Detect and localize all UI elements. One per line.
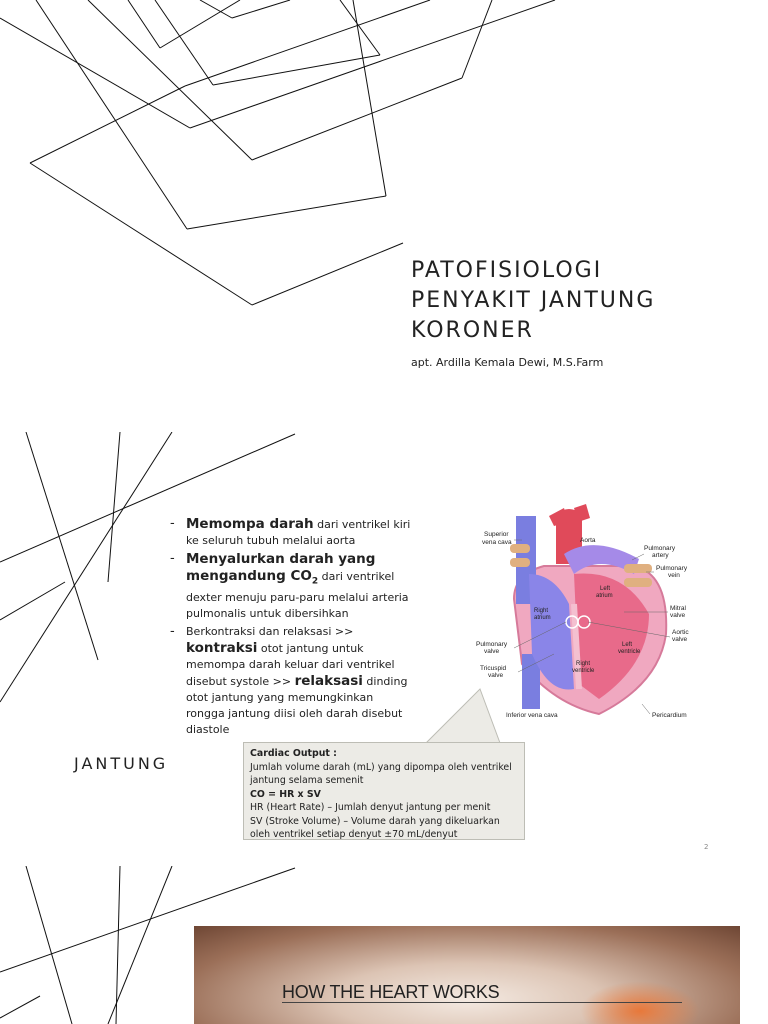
list-item [170, 551, 415, 622]
callout-hr: HR (Heart Rate) – Jumlah denyut jantung per menit [250, 802, 491, 813]
right-ventricle-label: Right [576, 661, 591, 667]
mitral-valve-label: Mitral [670, 605, 686, 612]
callout-definition: Jumlah volume darah (mL) yang dipompa oleh ventrikel jantung selama semenit [250, 761, 512, 786]
title-line-1: PATOFISIOLOGI [411, 258, 603, 283]
title-underline [282, 1002, 682, 1003]
callout-title [250, 747, 518, 761]
pulmonary-vein-label: Pulmonary [656, 565, 688, 572]
subscript: 2 [311, 576, 319, 587]
callout-formula [250, 788, 518, 802]
bullet-bold-text: Menyalurkan darah yang mengandung CO [186, 551, 376, 584]
bullet-bold-text: kontraksi [186, 639, 258, 656]
decorative-lines [0, 0, 768, 420]
right-atrium-label-2: atrium [534, 615, 551, 621]
list-item [170, 516, 415, 549]
superior-vena-cava-label-2: vena cava [482, 539, 512, 546]
bullet-bold-text: relaksasi [294, 672, 363, 689]
left-atrium-label-2: atrium [596, 593, 613, 599]
pulmonary-valve-label: Pulmonary [476, 641, 508, 648]
pulmonary-artery-label-2: artery [652, 552, 669, 559]
title-slide [0, 0, 768, 420]
left-ventricle-label: Left [622, 642, 633, 648]
tricuspid-valve-label: Tricuspid [480, 665, 507, 672]
callout-pointer [420, 687, 510, 745]
cardiac-output-callout [243, 742, 525, 840]
callout-title-text: Cardiac Output : [250, 748, 337, 759]
bullet-text: dari ventrikel dexter menuju paru-paru melalui arteria pulmonalis untuk dibersihkan [186, 570, 409, 620]
title-line-2: PENYAKIT JANTUNG [411, 288, 656, 313]
jantung-slide [0, 432, 768, 857]
bullet-bold-text: Memompa darah [186, 516, 314, 532]
callout-sv: SV (Stroke Volume) – Volume darah yang dikeluarkan oleh ventrikel setiap denyut ±70 mL/denyut [250, 815, 500, 840]
author-name: apt. Ardilla Kemala Dewi, M.S.Farm [411, 356, 604, 369]
left-atrium-label: Left [600, 586, 611, 592]
mitral-valve-label-2: valve [670, 612, 686, 619]
heart-function-list [170, 516, 415, 740]
pulmonary-valve-label-2: valve [484, 648, 500, 655]
slide-heading: JANTUNG [74, 754, 169, 773]
bullet-text: otot jantung untuk memompa darah keluar dari ventrikel disebut systole >> [186, 641, 395, 688]
right-ventricle-label-2: ventricle [572, 668, 595, 674]
bullet-text: Berkontraksi dan relaksasi >> [186, 624, 354, 638]
aorta-label: Aorta [580, 537, 596, 544]
tricuspid-valve-label-2: valve [488, 672, 504, 679]
pericardium-label: Pericardium [652, 712, 687, 719]
superior-vena-cava-label: Superior [484, 531, 509, 538]
aortic-valve-label-2: valve [672, 636, 688, 643]
video-slide [0, 866, 768, 1024]
title-line-3: KORONER [411, 318, 534, 343]
video-title: HOW THE HEART WORKS [282, 982, 500, 1002]
bullet-text: dari ventrikel kiri ke seluruh tubuh melalui aorta [186, 518, 411, 547]
presentation-title [411, 256, 655, 346]
aortic-valve-label: Aortic [672, 629, 689, 636]
list-item [170, 624, 415, 738]
inferior-vena-cava-label: Inferior vena cava [506, 712, 558, 719]
page-number: 2 [704, 843, 709, 851]
pulmonary-vein-label-2: vein [668, 572, 680, 579]
left-ventricle-label-2: ventricle [618, 649, 641, 655]
video-player[interactable] [194, 926, 740, 1024]
bullet-text: dinding otot jantung yang memungkinkan rongga jantung diisi oleh darah disebut diastole [186, 674, 408, 736]
pulmonary-artery-label: Pulmonary [644, 545, 676, 552]
right-atrium-label: Right [534, 608, 549, 614]
callout-formula-text: CO = HR x SV [250, 788, 321, 800]
